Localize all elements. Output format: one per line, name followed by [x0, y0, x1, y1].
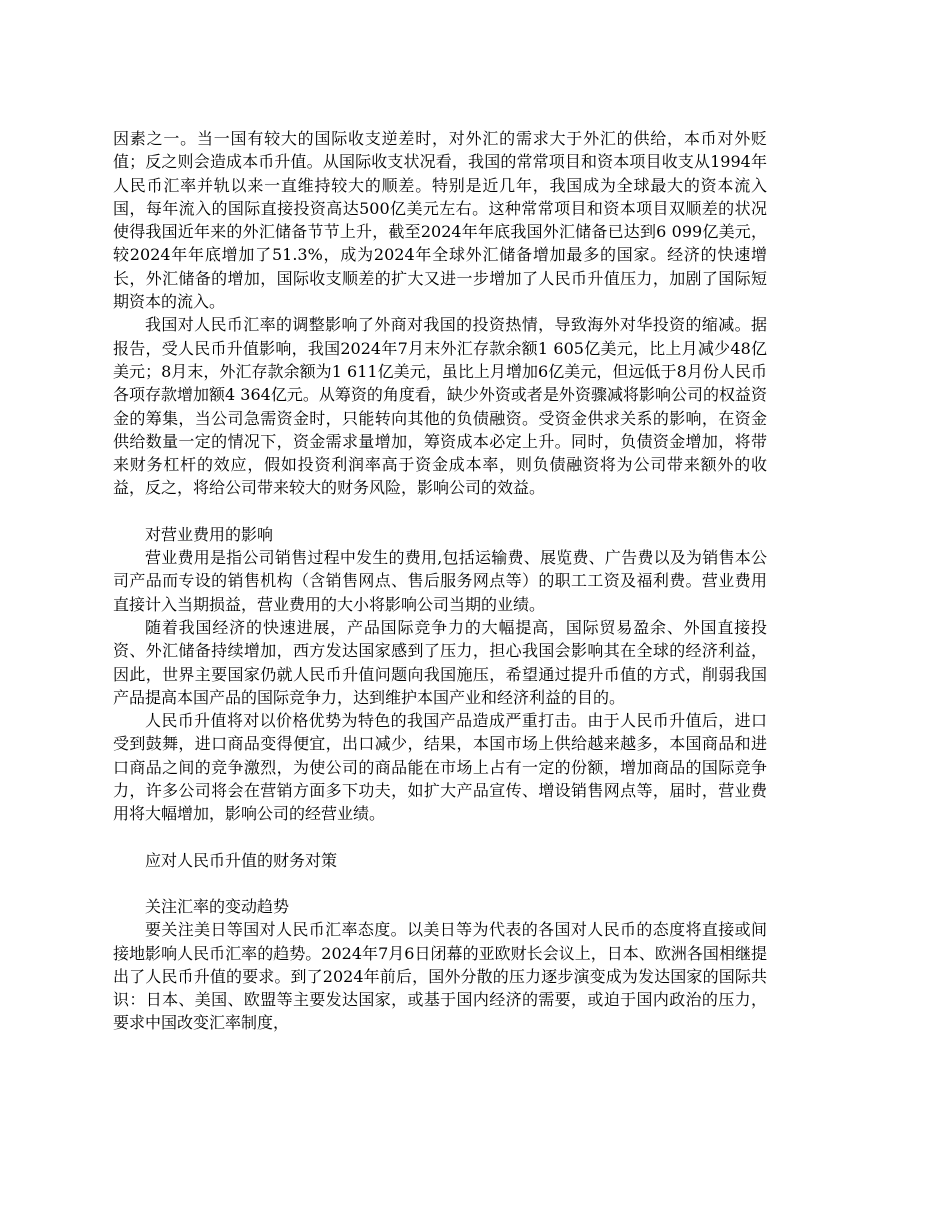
spacer	[113, 500, 767, 523]
paragraph-economic-growth-pressure: 随着我国经济的快速进展，产品国际竞争力的大幅提高，国际贸易盈余、外国直接投资、外汇储备持续增加，西方发达国家感到了压力，担心我国会影响其在全球的经济利益，因此，世界主要国家仍就人民币升值问题向我国施压，希望通过提升币值的方式，削弱我国产品提高本国产品的国际竞争力，达到维护本国产业和经济利益的目的。	[113, 617, 767, 707]
section-heading-operating-expenses: 对营业费用的影响	[145, 524, 274, 544]
paragraph-foreign-investment: 我国对人民币汇率的调整影响了外商对我国的投资热情，导致海外对华投资的缩减。据报告，受人民币升值影响，我国2024年7月末外汇存款余额1 605亿美元，比上月减少48亿美元；8月末，外汇存款余额为1 611亿美元，虽比上月增加6亿美元，但远低于8月份人民币各项存款增加额4 364亿元。从筹资的角度看，缺少外资或者是外资骤减将影响公司的权益资金的筹集，当公司急需资金时，只能转向其他的负债融资。受资金供求关系的影响，在资金供给数量一定的情况下，资金需求量增加，筹资成本必定上升。同时，负债资金增加，将带来财务杠杆的效应，假如投资利润率高于资金成本率，则负债融资将为公司带来额外的收益，反之，将给公司带来较大的财务风险，影响公司的效益。	[113, 315, 767, 498]
subsection-heading-exchange-rate-trend: 关注汇率的变动趋势	[145, 896, 290, 916]
paragraph-attitude-toward-rmb: 要关注美日等国对人民币汇率态度。以美日等为代表的各国对人民币的态度将直接或间接地影响人民币汇率的趋势。2024年7月6日闭幕的亚欧财长会议上，日本、欧洲各国相继提出了人民币升值的要求。到了2024年前后，国外分散的压力逐步演变成为发达国家的国际共识：日本、美国、欧盟等主要发达国家，或基于国内经济的需要，或迫于国内政治的压力，要求中国改变汇率制度，	[113, 920, 767, 1033]
paragraph-appreciation-impact: 人民币升值将对以价格优势为特色的我国产品造成严重打击。由于人民币升值后，进口受到鼓舞，进口商品变得便宜，出口减少，结果，本国市场上供给越来越多，本国商品和进口商品之间的竞争激烈，为使公司的商品能在市场上占有一定的份额，增加商品的国际竞争力，许多公司将会在营销方面多下功夫，如扩大产品宣传、增设销售网点等，届时，营业费用将大幅增加，影响公司的经营业绩。	[113, 711, 767, 824]
spacer	[113, 872, 767, 895]
section-heading-financial-countermeasures: 应对人民币升值的财务对策	[145, 850, 338, 870]
paragraph-operating-expenses-definition: 营业费用是指公司销售过程中发生的费用,包括运输费、展览费、广告费以及为销售本公司产品而专设的销售机构（含销售网点、售后服务网点等）的职工工资及福利费。营业费用直接计入当期损益，营业费用的大小将影响公司当期的业绩。	[113, 548, 767, 614]
document-page	[113, 127, 767, 1035]
paragraph-balance-of-payments: 因素之一。当一国有较大的国际收支逆差时，对外汇的需求大于外汇的供给，本币对外贬值；反之则会造成本币升值。从国际收支状况看，我国的常常项目和资本项目收支从1994年人民币汇率并轨以来一直维持较大的顺差。特别是近几年，我国成为全球最大的资本流入国，每年流入的国际直接投资高达500亿美元左右。这种常常项目和资本项目双顺差的状况使得我国近年来的外汇储备节节上升，截至2024年年底我国外汇储备已达到6 099亿美元，较2024年年底增加了51.3%，成为2024年全球外汇储备增加最多的国家。经济的快速增长，外汇储备的增加，国际收支顺差的扩大又进一步增加了人民币升值压力，加剧了国际短期资本的流入。	[113, 129, 767, 312]
spacer	[113, 826, 767, 849]
